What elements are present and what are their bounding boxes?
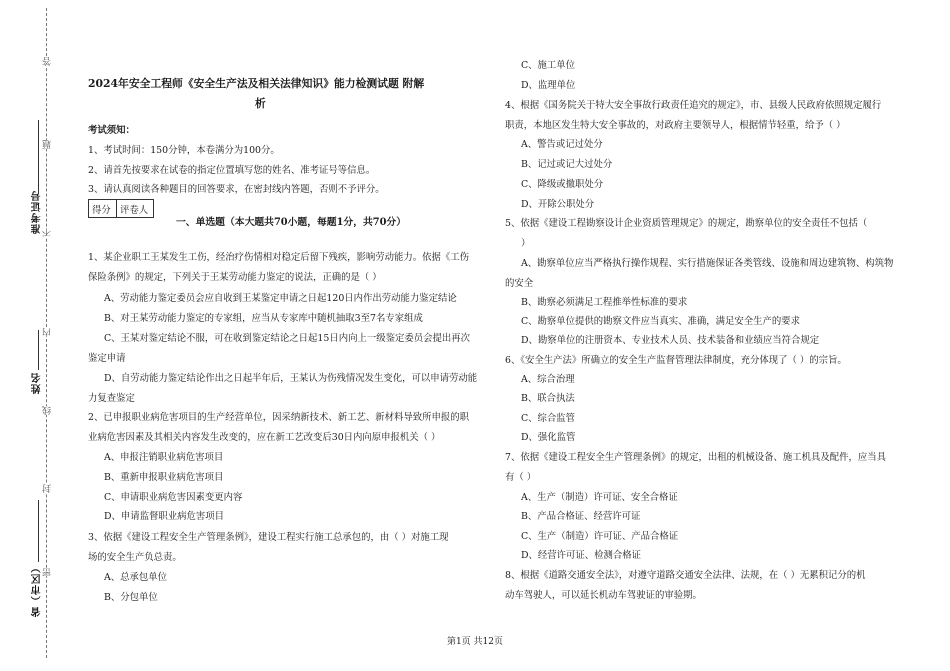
name-label: 姓名 [32,372,43,394]
question-line: B、联合执法 [521,393,575,404]
question-line: D、经营许可证、检测合格证 [521,550,642,561]
question-line: 场的安全生产负总责。 [88,552,182,563]
binding-margin [0,0,75,671]
score-box [88,199,154,218]
question-line: A、劳动能力鉴定委员会应自收到王某鉴定申请之日起120日内作出劳动能力鉴定结论 [104,293,457,304]
question-line: 4、根据《国务院关于特大安全事故行政责任追究的规定》，市、县级人民政府依照规定履行 [505,100,882,111]
question-line: 动车驾驶人，可以延长机动车驾驶证的审验期。 [505,590,702,601]
region-label: 省（市区） [32,562,43,617]
seal-mark: 封 [43,484,53,493]
question-line: C、施工单位 [521,60,576,71]
question-line: A、申报注销职业病危害项目 [104,452,224,463]
region-underline [38,500,39,562]
section-heading: 一、单选题（本大题共70小题，每题1分，共70分） [176,217,407,228]
question-line: 鉴定申请 [88,353,126,364]
question-line: D、申请监督职业病危害项目 [104,511,225,522]
question-line: 8、根据《道路交通安全法》，对遵守道路交通安全法律、法规，在（ ）无累积记分的机 [505,570,866,581]
question-line: 保险条例》的规定，下列关于王某劳动能力鉴定的说法，正确的是（ ） [88,272,382,283]
question-line: 1、某企业职工王某发生工伤，经治疗伤情相对稳定后留下残疾，影响劳动能力。依据《工伤 [88,252,469,263]
question-line: 7、依据《建设工程安全生产管理条例》的规定，出租的机械设备、施工机具及配件，应当具 [505,452,886,463]
question-line: 5、依据《建设工程勘察设计企业资质管理规定》的规定，勘察单位的安全责任不包括（ [505,218,868,229]
question-line: 职责，本地区发生特大安全事故的，对政府主要领导人，根据情节轻重，给予（ ） [505,120,846,131]
question-line: D、勘察单位的注册资本、专业技术人员、技术装备和业绩应当符合规定 [521,335,820,346]
seal-mark: 不 [43,228,53,237]
question-line: 的安全 [505,278,534,289]
question-line: 有（ ） [505,472,537,483]
seal-mark: 题 [43,140,53,149]
seal-mark: 线 [43,406,53,415]
question-line: C、王某对鉴定结论不服，可在收到鉴定结论之日起15日内向上一级鉴定委员会提出再次 [104,333,470,344]
question-line: C、申请职业病危害因素变更内容 [104,492,243,503]
question-line: B、对王某劳动能力鉴定的专家组，应当从专家库中随机抽取3至7名专家组成 [104,313,423,324]
question-line: C、降级或撤职处分 [521,179,604,190]
notice-item: 1、考试时间：150分钟，本卷满分为100分。 [88,145,280,156]
seal-mark: 内 [43,328,53,337]
exam-no-label: 准考证号 [32,190,43,234]
notice-item: 2、请首先按要求在试卷的指定位置填写您的姓名、准考证号等信息。 [88,165,376,176]
notice-item: 3、请认真阅读各种题目的回答要求，在密封线内答题，否则不予评分。 [88,184,385,195]
question-line: B、重新申报职业病危害项目 [104,472,224,483]
seal-mark: 密 [43,568,53,577]
question-line: A、勘察单位应当严格执行操作规程、实行措施保证各类管线、设施和周边建筑物、构筑物 [521,258,894,269]
question-line: B、记过或记大过处分 [521,159,613,170]
question-line: C、勘察单位提供的勘察文件应当真实、准确，满足安全生产的要求 [521,316,801,327]
question-line: 2、已申报职业病危害项目的生产经营单位，因采纳新技术、新工艺、新材料导致所申报的职 [88,412,469,423]
page-footer: 第1页 共12页 [446,637,504,647]
question-line: C、综合监管 [521,413,576,424]
score-label: 得分 [92,205,111,216]
question-line: D、自劳动能力鉴定结论作出之日起半年后，王某认为伤残情况发生变化，可以申请劳动能 [104,373,478,384]
question-line: B、产品合格证、经营许可证 [521,511,641,522]
question-line: A、综合治理 [521,374,575,385]
doc-title: 2024年安全工程师《安全生产法及相关法律知识》能力检测试题 附解 [88,77,425,90]
seal-mark: 答 [43,57,53,66]
notice-heading: 考试须知： [88,125,135,136]
question-line: D、强化监管 [521,432,576,443]
question-line: ） [521,238,531,249]
question-line: 业病危害因素及其相关内容发生改变的，应在新工艺改变后30日内向原申报机关（ ） [88,432,441,443]
question-line: 3、依据《建设工程安全生产管理条例》，建设工程实行施工总承包的，由（ ）对施工现 [88,532,449,543]
name-underline [38,330,39,370]
question-line: B、勘察必须满足工程推举性标准的要求 [521,297,688,308]
question-line: A、生产（制造）许可证、安全合格证 [521,492,678,503]
question-line: 6、《安全生产法》所确立的安全生产监督管理法律制度，充分体现了（ ）的宗旨。 [505,355,847,366]
question-line: D、监理单位 [521,80,576,91]
question-line: C、生产（制造）许可证、产品合格证 [521,531,679,542]
question-line: A、总承包单位 [104,572,168,583]
question-line: A、警告或记过处分 [521,139,603,150]
question-line: D、开除公职处分 [521,199,595,210]
grader-label: 评卷人 [120,205,149,216]
exam-no-underline [38,120,39,194]
question-line: 力复查鉴定 [88,393,135,404]
doc-title-cont: 析 [255,97,266,110]
question-line: B、分包单位 [104,592,158,603]
